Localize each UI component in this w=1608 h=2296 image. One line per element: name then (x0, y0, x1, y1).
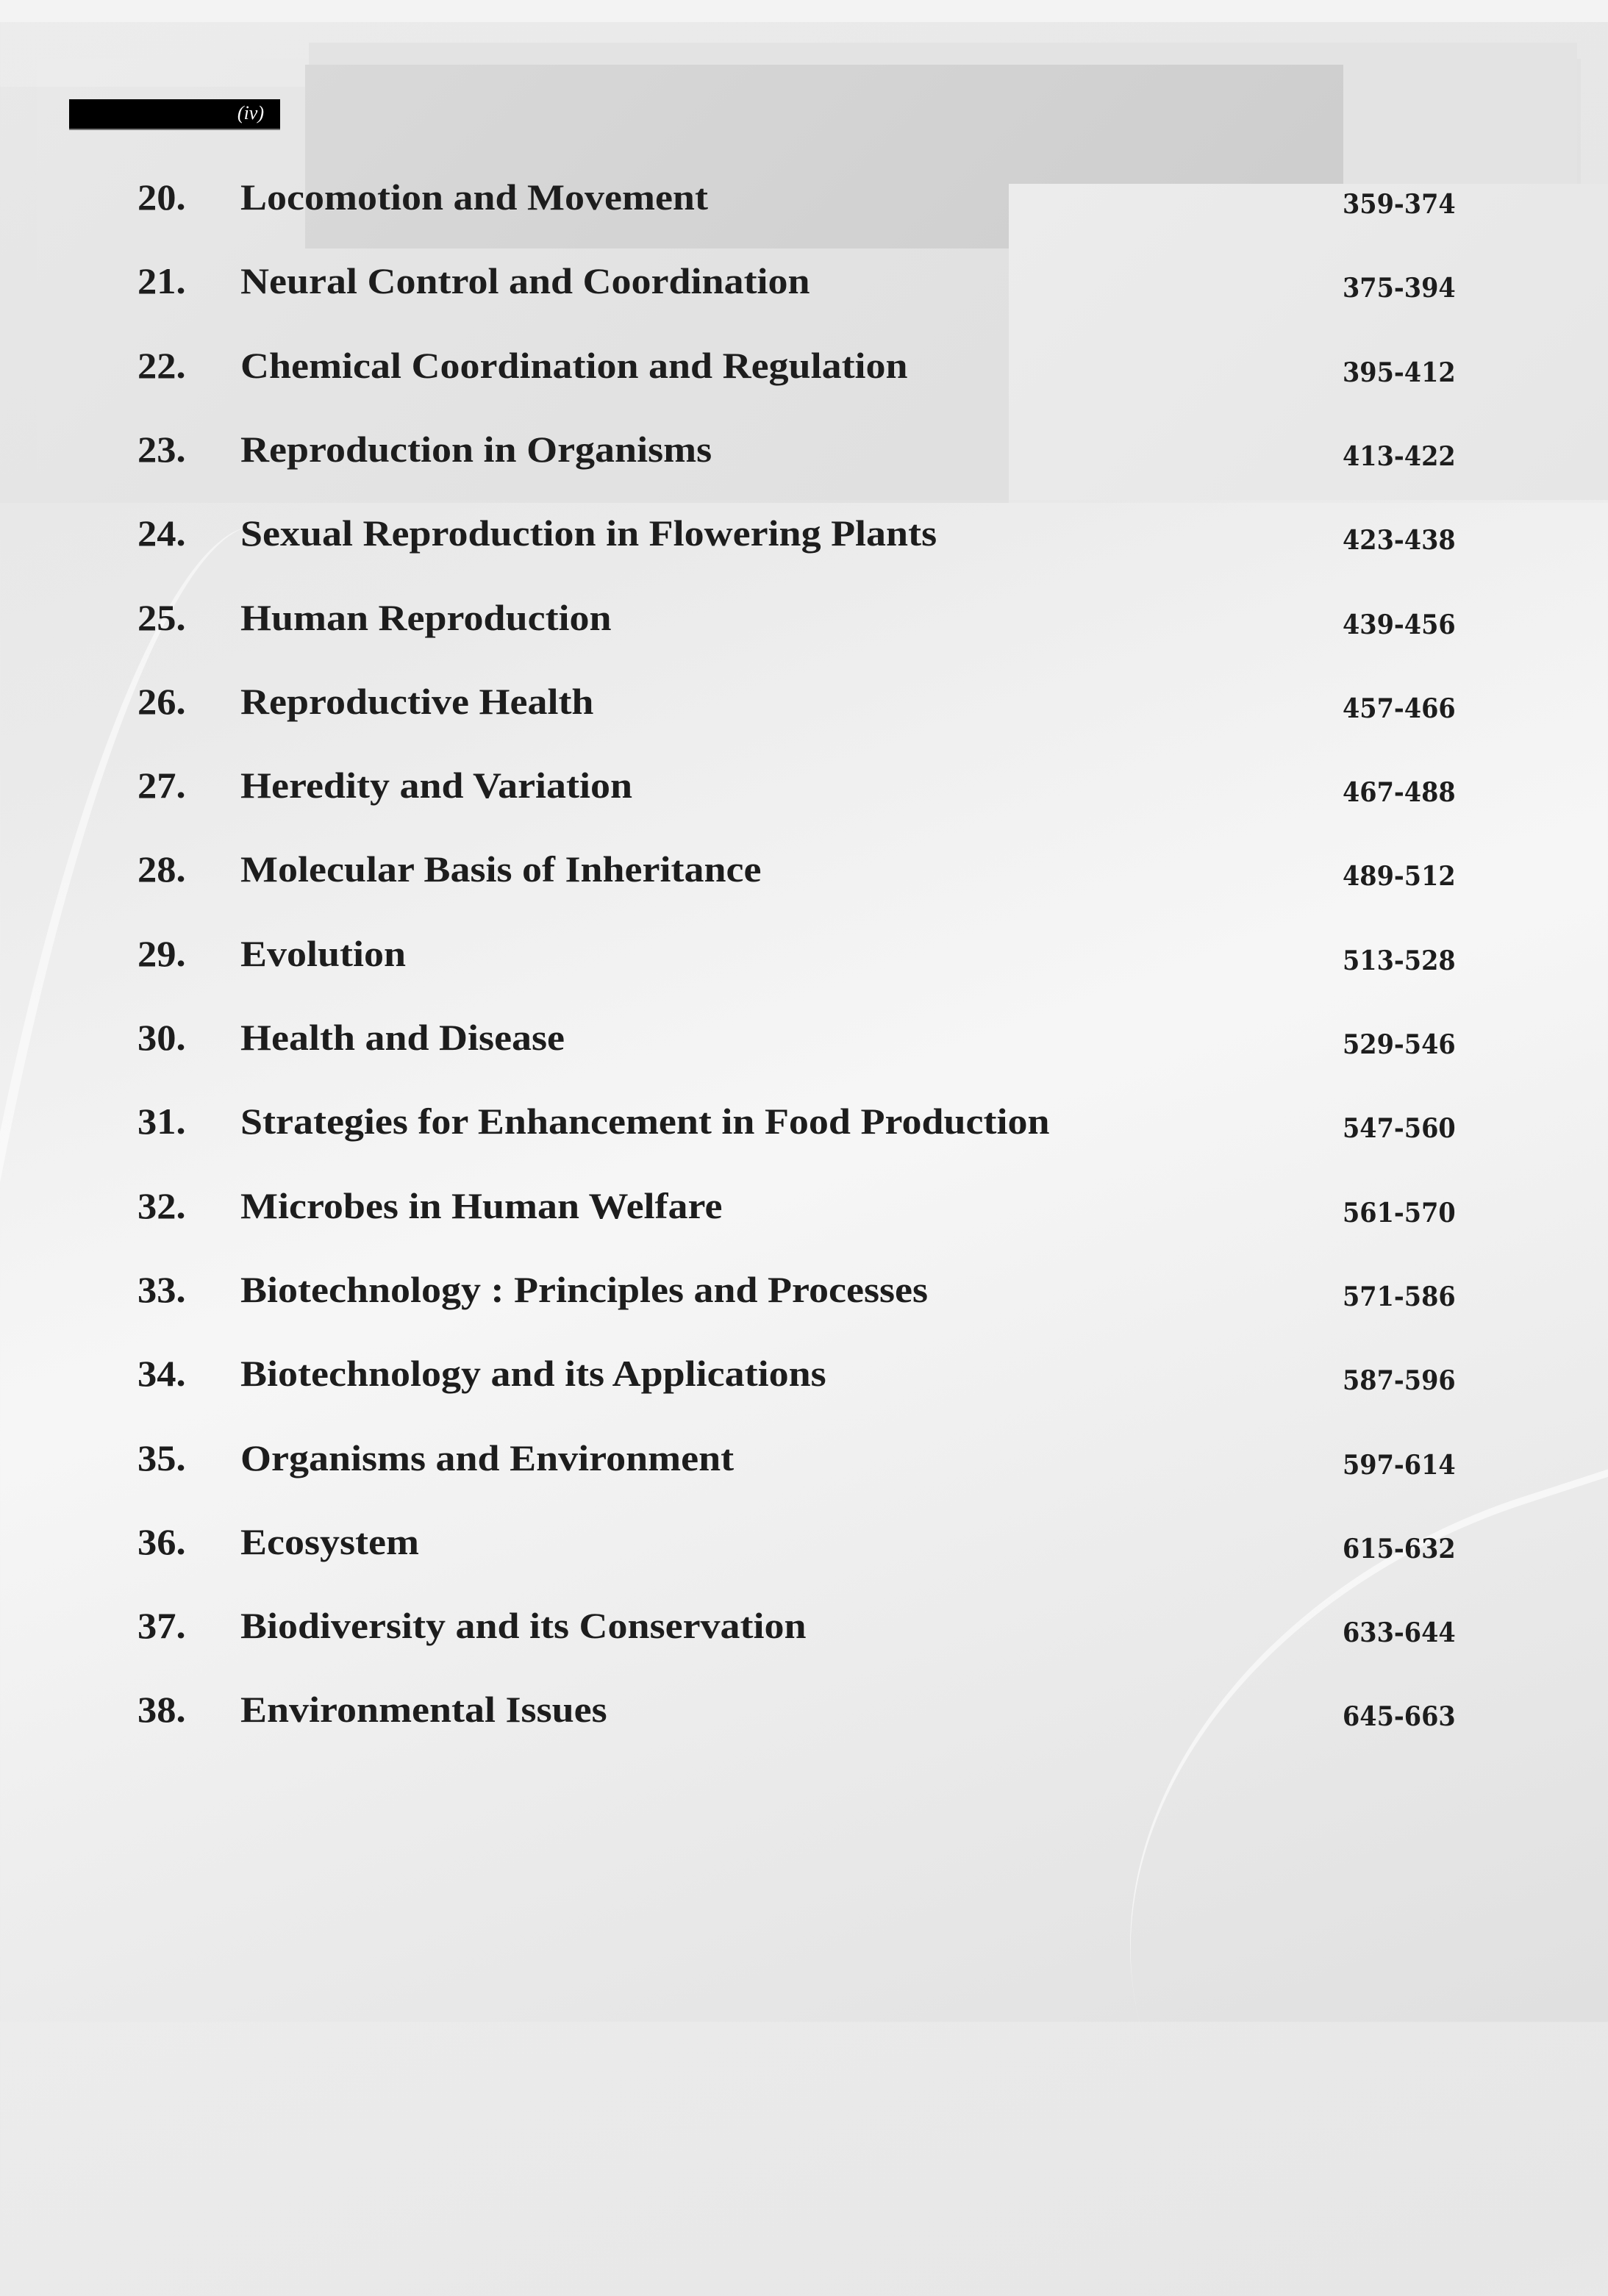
chapter-number: 31. (137, 1101, 186, 1142)
chapter-title: Chemical Coordination and Regulation (240, 344, 908, 386)
chapter-title: Health and Disease (240, 1017, 565, 1058)
toc-entry (0, 679, 1608, 723)
chapter-title: Biotechnology and its Applications (240, 1353, 826, 1395)
chapter-pages: 467-488 (1343, 777, 1456, 809)
toc-entry (0, 1015, 1608, 1059)
chapter-pages: 587-596 (1343, 1365, 1456, 1397)
chapter-pages: 457-466 (1343, 693, 1456, 724)
chapter-title: Ecosystem (240, 1520, 419, 1562)
chapter-title: Microbes in Human Welfare (240, 1184, 723, 1226)
chapter-number: 25. (137, 596, 186, 638)
chapter-number: 38. (137, 1689, 186, 1731)
chapter-pages: 359-374 (1343, 189, 1456, 220)
chapter-number: 34. (137, 1353, 186, 1395)
chapter-title: Reproductive Health (240, 680, 594, 722)
chapter-title: Environmental Issues (240, 1689, 607, 1731)
chapter-pages: 423-438 (1343, 525, 1456, 557)
chapter-title: Organisms and Environment (240, 1437, 735, 1478)
page-number: (iv) (237, 102, 264, 124)
toc-entry (0, 1098, 1608, 1145)
chapter-number: 21. (137, 260, 186, 302)
chapter-title: Biodiversity and its Conservation (240, 1605, 807, 1647)
chapter-pages: 561-570 (1343, 1197, 1456, 1229)
chapter-number: 32. (137, 1184, 186, 1226)
chapter-number: 27. (137, 765, 186, 807)
toc-entry (0, 1351, 1608, 1395)
chapter-number: 37. (137, 1605, 186, 1647)
chapter-number: 20. (137, 176, 186, 218)
chapter-number: 23. (137, 428, 186, 470)
chapter-number: 29. (137, 932, 186, 974)
chapter-pages: 439-456 (1343, 609, 1456, 640)
chapter-pages: 395-412 (1343, 357, 1456, 388)
chapter-number: 33. (137, 1268, 186, 1310)
chapter-title: Evolution (240, 932, 407, 974)
toc-entry (0, 426, 1608, 471)
chapter-title: Sexual Reproduction in Flowering Plants (240, 512, 937, 554)
toc-entry (0, 1267, 1608, 1311)
chapter-pages: 571-586 (1343, 1281, 1456, 1312)
chapter-title: Human Reproduction (240, 596, 612, 638)
chapter-pages: 645-663 (1343, 1701, 1456, 1733)
toc-entry (0, 1687, 1608, 1731)
chapter-title: Molecular Basis of Inheritance (240, 848, 762, 890)
chapter-pages: 413-422 (1343, 440, 1456, 472)
chapter-pages: 489-512 (1343, 861, 1456, 893)
toc-entry (0, 846, 1608, 893)
toc-entry (0, 258, 1608, 302)
chapter-number: 26. (137, 680, 186, 722)
toc-entry (0, 343, 1608, 387)
chapter-number: 28. (137, 848, 186, 890)
chapter-number: 30. (137, 1017, 186, 1058)
toc-entry (0, 510, 1608, 557)
toc-entry (0, 174, 1608, 218)
chapter-title: Biotechnology : Principles and Processes (240, 1268, 928, 1310)
chapter-title: Locomotion and Movement (240, 176, 708, 218)
toc-entry (0, 1519, 1608, 1563)
chapter-pages: 597-614 (1343, 1449, 1456, 1481)
toc-entry (0, 931, 1608, 975)
chapter-number: 22. (137, 344, 186, 386)
background-band (0, 0, 1608, 22)
chapter-number: 36. (137, 1520, 186, 1562)
toc-entry (0, 1603, 1608, 1647)
chapter-pages: 615-632 (1343, 1533, 1456, 1564)
page-header-bar (69, 99, 280, 130)
chapter-pages: 633-644 (1343, 1617, 1456, 1649)
chapter-title: Strategies for Enhancement in Food Production (240, 1101, 1050, 1142)
chapter-title: Heredity and Variation (240, 765, 633, 807)
toc-entry (0, 595, 1608, 639)
toc-entry (0, 1183, 1608, 1227)
toc-entry (0, 1435, 1608, 1479)
chapter-pages: 513-528 (1343, 945, 1456, 976)
chapter-title: Neural Control and Coordination (240, 260, 810, 302)
chapter-number: 35. (137, 1437, 186, 1478)
chapter-title: Reproduction in Organisms (240, 428, 712, 470)
chapter-pages: 529-546 (1343, 1029, 1456, 1060)
chapter-pages: 547-560 (1343, 1113, 1456, 1145)
chapter-pages: 375-394 (1343, 273, 1456, 304)
toc-entry (0, 762, 1608, 807)
chapter-number: 24. (137, 512, 186, 554)
